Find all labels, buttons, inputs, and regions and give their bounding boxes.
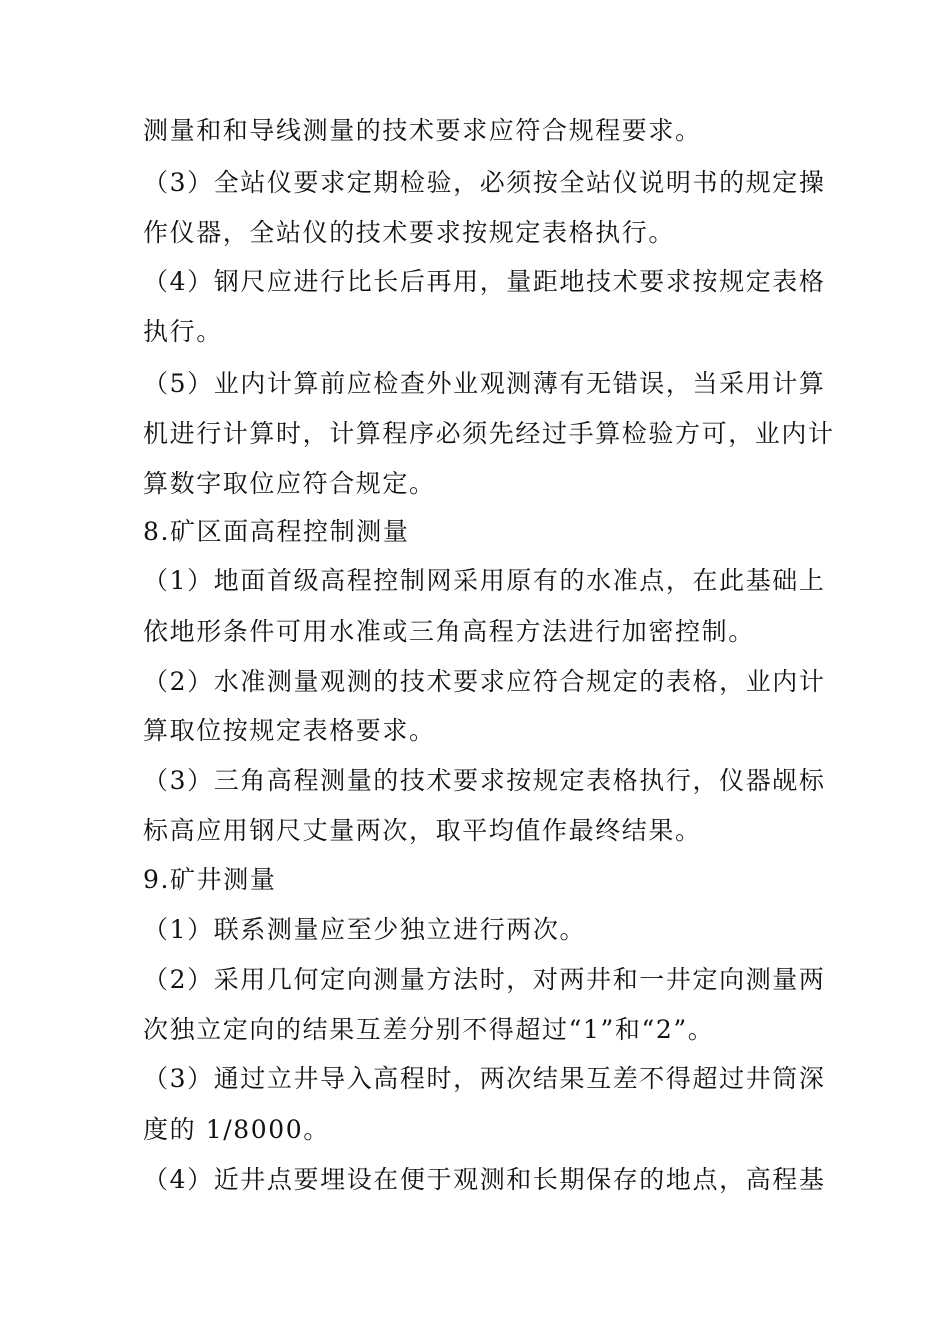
text-line: （1）地面首级高程控制网采用原有的水准点，在此基础上 <box>143 566 826 595</box>
text-line: 度的 1/8000。 <box>143 1115 330 1144</box>
text-line: （4）近井点要埋设在便于观测和长期保存的地点，高程基 <box>143 1165 826 1194</box>
text-line: （3）全站仪要求定期检验，必须按全站仪说明书的规定操 <box>143 168 826 197</box>
text-line: 次独立定向的结果互差分别不得超过“1”和“2”。 <box>143 1015 715 1044</box>
text-line: （3）三角高程测量的技术要求按规定表格执行，仪器觇标 <box>143 766 826 795</box>
text-line: 算数字取位应符合规定。 <box>143 469 436 498</box>
text-line: （2）水准测量观测的技术要求应符合规定的表格，业内计 <box>143 667 826 696</box>
text-line: 依地形条件可用水准或三角高程方法进行加密控制。 <box>143 617 755 646</box>
section-heading: 9.矿井测量 <box>143 865 277 894</box>
section-heading: 8.矿区面高程控制测量 <box>143 517 410 546</box>
text-line: 标高应用钢尺丈量两次，取平均值作最终结果。 <box>143 816 702 845</box>
text-line: （2）采用几何定向测量方法时，对两井和一井定向测量两 <box>143 965 826 994</box>
text-line: （1）联系测量应至少独立进行两次。 <box>143 915 587 944</box>
text-line: （5）业内计算前应检查外业观测薄有无错误，当采用计算 <box>143 369 826 398</box>
text-line: 作仪器，全站仪的技术要求按规定表格执行。 <box>143 218 676 247</box>
text-line: 测量和和导线测量的技术要求应符合规程要求。 <box>143 116 702 145</box>
text-line: （3）通过立井导入高程时，两次结果互差不得超过井筒深 <box>143 1064 826 1093</box>
text-line: 机进行计算时，计算程序必须先经过手算检验方可，业内计 <box>143 419 835 448</box>
text-line: （4）钢尺应进行比长后再用，量距地技术要求按规定表格 <box>143 267 826 296</box>
text-line: 算取位按规定表格要求。 <box>143 716 436 745</box>
text-line: 执行。 <box>143 317 223 346</box>
